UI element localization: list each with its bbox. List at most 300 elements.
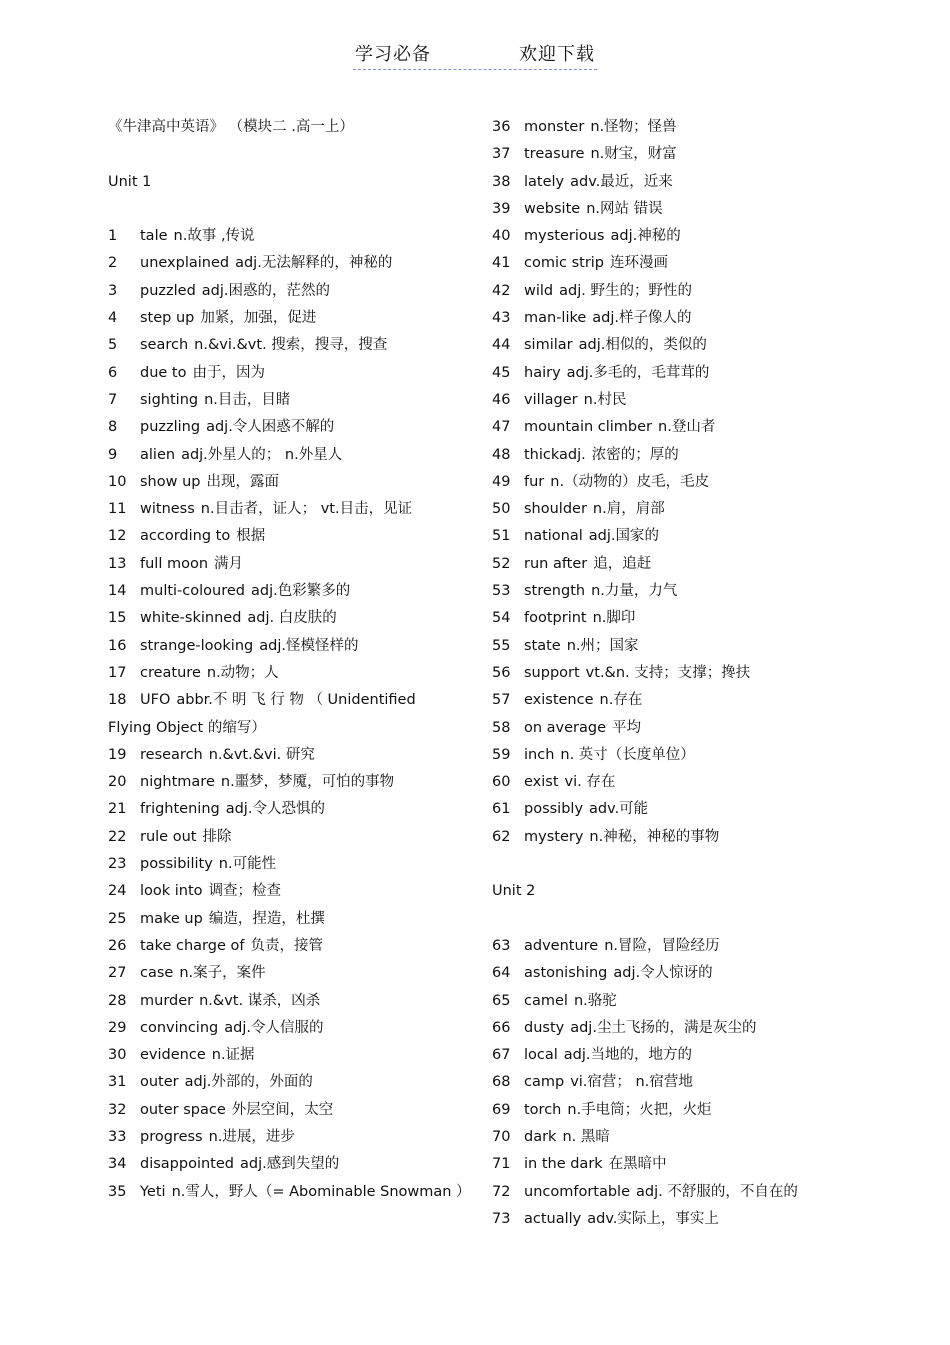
- entry-term: research: [140, 746, 203, 763]
- entry-term: possibility: [140, 856, 213, 873]
- entry-number: 21: [108, 801, 127, 818]
- entry-term: progress: [140, 1128, 203, 1145]
- entry-definition: n.&vt.&vi. 研究: [208, 746, 315, 763]
- entry-number: 44: [492, 337, 511, 354]
- entry-number: 31: [108, 1074, 127, 1091]
- entry-term: puzzling: [140, 419, 201, 436]
- entry-number: 56: [492, 664, 511, 681]
- entry-definition: adj.令人恐惧的: [225, 801, 325, 818]
- vocab-entry: [108, 853, 468, 880]
- entry-definition: adj.外星人的； n.外星人: [181, 446, 343, 463]
- entry-definition: n.存在: [599, 692, 643, 709]
- entry-definition: n.冒险，冒险经历: [604, 937, 720, 954]
- vocab-entry: [108, 1071, 468, 1098]
- entry-term: existence: [524, 692, 594, 709]
- entry-number: 59: [492, 746, 511, 763]
- entry-term: torch: [524, 1101, 562, 1118]
- vocab-entry: [492, 143, 822, 170]
- vocab-entry: [492, 1181, 822, 1208]
- entry-definition: adv.可能: [589, 801, 649, 818]
- entry-definition: vt.&n. 支持；支撑；搀扶: [585, 664, 751, 681]
- entry-definition: n.骆驼: [573, 992, 617, 1009]
- entry-number: 54: [492, 610, 511, 627]
- vocab-entry: [108, 362, 468, 389]
- entry-number: 65: [492, 992, 511, 1009]
- entry-term: thickadj.: [524, 446, 586, 463]
- entry-definition: n.怪物；怪兽: [590, 119, 677, 135]
- vocab-entry: [108, 1181, 471, 1208]
- entry-term: disappointed: [140, 1156, 234, 1173]
- vocab-entry: [492, 116, 822, 143]
- entry-number: 6: [108, 364, 118, 381]
- entry-number: 19: [108, 746, 127, 763]
- entry-term: evidence: [140, 1047, 206, 1064]
- entry-number: 7: [108, 391, 118, 408]
- entry-definition: 追，追赶: [593, 555, 652, 572]
- entry-term: wild: [524, 282, 554, 299]
- entry-number: 15: [108, 610, 127, 627]
- vocab-entry: [492, 444, 822, 471]
- entry-term: fur: [524, 473, 545, 490]
- vocab-entry: [492, 580, 822, 607]
- entry-definition: adj. 野生的；野性的: [559, 282, 692, 299]
- vocab-entry: [108, 280, 468, 307]
- entry-definition: n.登山者: [658, 419, 716, 436]
- entry-definition: adj.多毛的，毛茸茸的: [566, 364, 710, 381]
- entry-number: 43: [492, 310, 511, 327]
- entry-definition: adj. 白皮肤的: [247, 610, 337, 627]
- entry-definition: adj.国家的: [588, 528, 659, 545]
- vocab-entry: [492, 935, 822, 962]
- entry-definition: adj.令人惊讶的: [613, 965, 713, 982]
- entry-definition: adj.样子像人的: [592, 310, 692, 327]
- entry-number: 69: [492, 1101, 511, 1118]
- entry-definition: n.噩梦，梦魇，可怕的事物: [220, 774, 395, 791]
- vocab-entry: [108, 1099, 468, 1126]
- entry-definition: 由于，因为: [192, 364, 265, 381]
- entry-definition: abbr.不 明 飞 行 物 （ Unidentified: [176, 692, 416, 709]
- vocab-entry: [492, 225, 822, 252]
- entry-definition: adv.最近，近来: [570, 173, 673, 190]
- vocab-entry: [492, 771, 822, 798]
- entry-number: 30: [108, 1047, 127, 1064]
- entry-definition: adj.尘土飞扬的，满是灰尘的: [570, 1019, 757, 1036]
- vocab-entry: [492, 280, 822, 307]
- entry-number: 9: [108, 446, 118, 463]
- vocab-entry: [492, 471, 822, 498]
- entry-number: 49: [492, 473, 511, 490]
- entry-number: 29: [108, 1019, 127, 1036]
- entry-term: support: [524, 664, 580, 681]
- entry-number: 10: [108, 473, 127, 490]
- entry-definition: adj.当地的，地方的: [563, 1047, 693, 1064]
- entry-term: show up: [140, 473, 201, 490]
- entry-term: tale: [140, 228, 168, 245]
- entry-number: 20: [108, 774, 127, 791]
- entry-definition: n.肩，肩部: [592, 501, 665, 518]
- entry-definition: n.财宝，财富: [590, 146, 677, 163]
- entry-definition: adj.外部的，外面的: [184, 1074, 313, 1091]
- entry-number: 24: [108, 883, 127, 900]
- entry-definition: 排除: [202, 828, 232, 845]
- vocab-entry: [492, 171, 822, 198]
- entry-number: 39: [492, 200, 511, 217]
- entry-term: exist: [524, 774, 559, 791]
- entry-definition: 在黑暗中: [608, 1156, 667, 1173]
- vocab-entry: [492, 607, 822, 634]
- vocab-entry: [492, 962, 822, 989]
- entry-number: 45: [492, 364, 511, 381]
- vocab-entry: [108, 1126, 468, 1153]
- vocab-entry: [492, 498, 822, 525]
- entry-number: 52: [492, 555, 511, 572]
- entry-number: 71: [492, 1156, 511, 1173]
- vocab-entry: [492, 553, 822, 580]
- entry-term: alien: [140, 446, 176, 463]
- entry-term: rule out: [140, 828, 197, 845]
- entry-number: 26: [108, 937, 127, 954]
- entry-number: 62: [492, 828, 511, 845]
- unit-2-heading: Unit 2: [492, 883, 536, 900]
- vocab-entry: [492, 1044, 822, 1071]
- entry-definition: n.&vi.&vt. 搜索，搜寻，搜查: [194, 337, 388, 354]
- entry-definition: n.目击，目睹: [204, 391, 291, 408]
- entry-definition: 编造，捏造，杜撰: [208, 910, 325, 927]
- entry-definition: adj.神秘的: [610, 228, 681, 245]
- entry-definition: 连环漫画: [610, 255, 669, 272]
- entry-number: 47: [492, 419, 511, 436]
- vocab-entry: [108, 607, 468, 634]
- entry-term: hairy: [524, 364, 561, 381]
- vocab-entry: [492, 990, 822, 1017]
- entry-term: mysterious: [524, 228, 605, 245]
- vocab-entry: [108, 389, 468, 416]
- entry-definition: n.目击者，证人； vt.目击，见证: [200, 501, 413, 518]
- entry-definition: 满月: [214, 555, 244, 572]
- entry-definition: n. 黑暗: [562, 1128, 610, 1145]
- entry-definition: n.证据: [211, 1047, 255, 1064]
- entry-definition: adj.令人信服的: [224, 1019, 324, 1036]
- entry-term: in the dark: [524, 1156, 603, 1173]
- entry-number: 2: [108, 255, 118, 272]
- entry-definition: adj.无法解释的，神秘的: [235, 255, 393, 272]
- entry-term: website: [524, 200, 581, 217]
- vocab-entry: [108, 908, 468, 935]
- vocab-entry: [492, 1153, 822, 1180]
- entry-term: astonishing: [524, 965, 608, 982]
- entry-definition: n. 英寸（长度单位）: [560, 746, 695, 763]
- vocab-entry: [108, 334, 468, 361]
- entry-term: run after: [524, 555, 588, 572]
- entry-term: creature: [140, 664, 201, 681]
- entry-number: 72: [492, 1183, 511, 1200]
- entry-term: man-like: [524, 310, 587, 327]
- entry-term: villager: [524, 391, 578, 408]
- entry-term: lately: [524, 173, 565, 190]
- vocab-entry: [108, 1017, 468, 1044]
- entry-number: 50: [492, 501, 511, 518]
- vocab-list-left: [108, 225, 471, 1208]
- vocab-entry: [492, 362, 822, 389]
- entry-term: nightmare: [140, 774, 215, 791]
- entry-term: murder: [140, 992, 194, 1009]
- entry-definition: n.网站 错误: [586, 200, 663, 217]
- vocab-entry: [492, 416, 822, 443]
- vocab-entry: [492, 635, 822, 662]
- entry-number: 41: [492, 255, 511, 272]
- vocab-entry: [492, 689, 822, 716]
- vocab-entry: [108, 525, 468, 552]
- entry-definition: n.进展，进步: [208, 1128, 295, 1145]
- entry-definition: n.雪人，野人（= Abominable Snowman ）: [171, 1183, 471, 1200]
- entry-number: 63: [492, 937, 511, 954]
- vocab-entry: [492, 252, 822, 279]
- entry-number: 25: [108, 910, 127, 927]
- vocab-entry: [492, 389, 822, 416]
- entry-term: monster: [524, 119, 585, 135]
- entry-definition: n.手电筒；火把，火炬: [567, 1101, 712, 1118]
- entry-term: uncomfortable: [524, 1183, 631, 1200]
- vocab-entry: [108, 307, 468, 334]
- entry-number: 28: [108, 992, 127, 1009]
- header-right-text: 欢迎下载: [519, 44, 595, 65]
- entry-definition: 平均: [612, 719, 642, 736]
- entry-definition: adj.相似的，类似的: [578, 337, 707, 354]
- entry-number: 32: [108, 1101, 127, 1118]
- header-left-text: 学习必备: [355, 44, 431, 65]
- entry-term: search: [140, 337, 189, 354]
- entry-number: 67: [492, 1047, 511, 1064]
- entry-term: look into: [140, 883, 203, 900]
- vocab-entry: [108, 444, 468, 471]
- vocab-entry: [108, 689, 468, 716]
- entry-term: strange-looking: [140, 637, 254, 654]
- entry-term: Yeti: [140, 1183, 166, 1200]
- entry-term: shoulder: [524, 501, 587, 518]
- entry-number: 37: [492, 146, 511, 163]
- vocab-entry: [492, 1071, 822, 1098]
- entry-term: multi-coloured: [140, 583, 245, 600]
- vocab-entry: [108, 553, 468, 580]
- entry-definition: 加紧，加强，促进: [200, 310, 317, 327]
- entry-term: dark: [524, 1128, 557, 1145]
- entry-definition: adj.色彩繁多的: [251, 583, 351, 600]
- vocab-entry: [108, 580, 468, 607]
- vocab-entry: [492, 744, 822, 771]
- vocab-entry: [108, 416, 468, 443]
- vocab-entry: [108, 471, 468, 498]
- vocab-entry: [108, 935, 468, 962]
- vocab-entry: [492, 1126, 822, 1153]
- entry-number: 5: [108, 337, 118, 354]
- entry-number: 68: [492, 1074, 511, 1091]
- entry-definition: vi.宿营； n.宿营地: [570, 1074, 693, 1091]
- entry-number: 58: [492, 719, 511, 736]
- entry-term: adventure: [524, 937, 599, 954]
- entry-definition: 外层空间，太空: [231, 1101, 334, 1118]
- entry-term: actually: [524, 1210, 582, 1227]
- right-column: [492, 116, 822, 1235]
- entry-number: 55: [492, 637, 511, 654]
- entry-term: local: [524, 1047, 558, 1064]
- vocab-entry: [492, 798, 822, 825]
- vocab-entry: [108, 798, 468, 825]
- entry-definition: n.动物；人: [206, 664, 279, 681]
- entry-number: 14: [108, 583, 127, 600]
- entry-number: 8: [108, 419, 118, 436]
- entry-number: 1: [108, 228, 118, 245]
- entry-definition: n.可能性: [218, 856, 277, 873]
- entry-definition: n.力量，力气: [591, 583, 678, 600]
- entry-number: 64: [492, 965, 511, 982]
- entry-term: take charge of: [140, 937, 245, 954]
- entry-number: 70: [492, 1128, 511, 1145]
- entry-number: 22: [108, 828, 127, 845]
- entry-term: national: [524, 528, 583, 545]
- entry-term: UFO: [140, 692, 171, 709]
- entry-number: 3: [108, 282, 118, 299]
- entry-number: 53: [492, 583, 511, 600]
- entry-term: camel: [524, 992, 568, 1009]
- entry-term: footprint: [524, 610, 587, 627]
- vocab-entry: [108, 826, 468, 853]
- entry-term: strength: [524, 583, 586, 600]
- entry-term: on average: [524, 719, 607, 736]
- vocab-entry: [108, 744, 468, 771]
- entry-term: outer: [140, 1074, 179, 1091]
- vocab-entry: [108, 962, 468, 989]
- entry-definition: adv.实际上，事实上: [587, 1210, 719, 1227]
- vocab-entry: [492, 662, 822, 689]
- vocab-entry: [108, 225, 468, 252]
- entry-number: 38: [492, 173, 511, 190]
- entry-term: puzzled: [140, 282, 196, 299]
- vocab-entry: [108, 990, 468, 1017]
- entry-definition: n.脚印: [592, 610, 636, 627]
- entry-term: outer space: [140, 1101, 226, 1118]
- entry-term: step up: [140, 310, 195, 327]
- entry-number: 61: [492, 801, 511, 818]
- header-underline: [353, 40, 597, 70]
- entry-number: 16: [108, 637, 127, 654]
- vocab-entry: [108, 662, 468, 689]
- entry-term: dusty: [524, 1019, 565, 1036]
- vocab-list-right: [492, 116, 822, 853]
- entry-definition: n.神秘，神秘的事物: [589, 828, 720, 845]
- entry-number: 40: [492, 228, 511, 245]
- entry-number: 57: [492, 692, 511, 709]
- entry-number: 13: [108, 555, 127, 572]
- entry-term: witness: [140, 501, 195, 518]
- entry-term: mountain climber: [524, 419, 653, 436]
- entry-definition: n.&vt. 谋杀，凶杀: [199, 992, 321, 1009]
- entry-definition: 负责，接管: [250, 937, 323, 954]
- vocab-entry: [492, 198, 822, 225]
- entry-term: convincing: [140, 1019, 219, 1036]
- vocab-entry: [108, 771, 468, 798]
- entry-definition: adj.令人困惑不解的: [206, 419, 335, 436]
- vocab-entry: [492, 717, 822, 744]
- vocab-entry: [108, 1044, 468, 1071]
- entry-number: 46: [492, 391, 511, 408]
- entry-number: 35: [108, 1183, 127, 1200]
- vocab-entry: [108, 498, 468, 525]
- entry-number: 27: [108, 965, 127, 982]
- vocab-entry: [492, 334, 822, 361]
- vocab-entry: [108, 635, 468, 662]
- page-header: [0, 40, 950, 70]
- vocab-entry: [492, 1017, 822, 1044]
- entry-number: 17: [108, 664, 127, 681]
- entry-number: 42: [492, 282, 511, 299]
- entry-definition-continued: Flying Object 的缩写）: [108, 719, 266, 736]
- entry-definition: adj.困惑的，茫然的: [201, 282, 331, 299]
- entry-term: frightening: [140, 801, 220, 818]
- entry-term: camp: [524, 1074, 565, 1091]
- entry-definition: 出现，露面: [206, 473, 279, 490]
- entry-definition: n.村民: [583, 391, 627, 408]
- vocab-entry: [492, 525, 822, 552]
- entry-number: 11: [108, 501, 127, 518]
- vocab-list-unit-2: [492, 935, 822, 1235]
- entry-definition: vi. 存在: [564, 774, 616, 791]
- entry-number: 36: [492, 119, 511, 135]
- entry-definition: adj.怪模怪样的: [259, 637, 359, 654]
- entry-number: 33: [108, 1128, 127, 1145]
- entry-definition: 浓密的；厚的: [591, 446, 679, 463]
- entry-definition: adj.感到失望的: [239, 1156, 340, 1173]
- entry-term: white-skinned: [140, 610, 242, 627]
- entry-term: similar: [524, 337, 573, 354]
- vocab-entry: [108, 252, 468, 279]
- entry-number: 34: [108, 1156, 127, 1173]
- entry-term: treasure: [524, 146, 585, 163]
- vocab-entry: [492, 1208, 822, 1235]
- entry-definition: n.州；国家: [566, 637, 639, 654]
- entry-term: mystery: [524, 828, 584, 845]
- entry-term: make up: [140, 910, 203, 927]
- entry-term: sighting: [140, 391, 199, 408]
- entry-number: 48: [492, 446, 511, 463]
- vocab-entry: [492, 1099, 822, 1126]
- entry-number: 60: [492, 774, 511, 791]
- left-column: [108, 116, 471, 1208]
- entry-term: state: [524, 637, 561, 654]
- entry-definition: n.案子，案件: [179, 965, 266, 982]
- entry-term: unexplained: [140, 255, 230, 272]
- entry-number: 23: [108, 856, 127, 873]
- entry-number: 18: [108, 692, 127, 709]
- vocab-entry: [492, 307, 822, 334]
- entry-term: according to: [140, 528, 231, 545]
- unit-1-heading: Unit 1: [108, 173, 152, 190]
- entry-definition: n.故事 ,传说: [173, 228, 255, 245]
- entry-term: inch: [524, 746, 555, 763]
- entry-term: comic strip: [524, 255, 605, 272]
- vocab-entry: [108, 1153, 468, 1180]
- book-title: 《牛津高中英语》 （模块二 .高一上）: [108, 119, 354, 135]
- entry-number: 73: [492, 1210, 511, 1227]
- entry-number: 4: [108, 310, 118, 327]
- entry-term: possibly: [524, 801, 584, 818]
- vocab-entry: [108, 880, 468, 907]
- entry-term: full moon: [140, 555, 209, 572]
- vocab-entry: [492, 826, 822, 853]
- entry-number: 51: [492, 528, 511, 545]
- entry-term: due to: [140, 364, 187, 381]
- entry-definition: n.（动物的）皮毛，毛皮: [550, 473, 710, 490]
- entry-number: 12: [108, 528, 127, 545]
